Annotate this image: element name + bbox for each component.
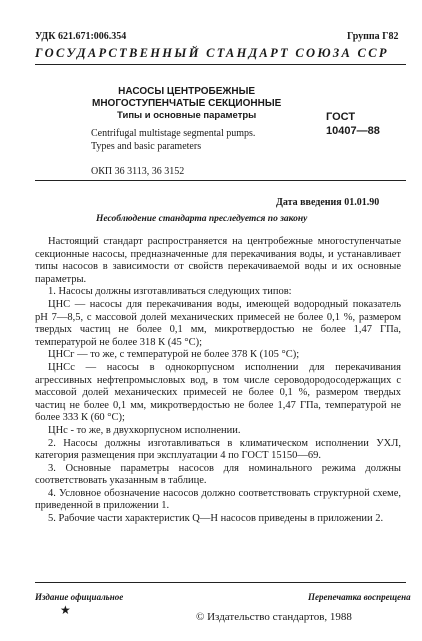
title-ru-subtitle: Типы и основные параметры — [117, 110, 257, 121]
title-ru-line1: НАСОСЫ ЦЕНТРОБЕЖНЫЕ — [118, 86, 256, 97]
footer-divider — [35, 582, 406, 583]
title-ru-line2: МНОГОСТУПЕНЧАТЫЕ СЕКЦИОННЫЕ — [92, 98, 282, 109]
gost-number: 10407—88 — [326, 125, 380, 137]
introduction-date: Дата введения 01.01.90 — [276, 197, 380, 208]
group-code: Группа Г82 — [347, 31, 399, 42]
title-block-en — [91, 127, 255, 153]
official-edition-label: Издание официальное — [35, 592, 124, 602]
reprint-prohibited-label: Перепечатка воспрещена — [308, 592, 411, 602]
paragraph-4: 4. Условное обозначение насосов должно соответствовать структурной схеме, приведенной в приложении 1. — [35, 487, 401, 512]
paragraph-type-cnss: ЦНСс — насосы в однокорпусном исполнении для перекачивания агрессивных нефтепромысловых вод, в том числе сероводородосодержащих с массовой долей механических примесей не более 0,1 %, размером твердых частиц не более 0,1 мм, микротвердостью не более 1,47 ГПа, температурой не более 333 К (60 °C); — [35, 361, 401, 424]
paragraph-2: 2. Насосы должны изготавливаться в климатическом исполнении УХЛ, категория размещения при эксплуатации 4 по ГОСТ 15150—69. — [35, 437, 401, 462]
paragraph-1: 1. Насосы должны изготавливаться следующих типов: — [48, 286, 292, 298]
paragraph-type-cns: ЦНС — насосы для перекачивания воды, имеющей водородный показатель рН 7—8,5, с массовой долей механических примесей не более 0,1 %, размером твердых частиц не более 0,1 мм, микротвердостью не более 1,47 ГПа, температурой не более 318 К (45 °C); — [35, 298, 401, 348]
gost-label: ГОСТ — [326, 111, 356, 123]
gost-designation — [326, 110, 380, 138]
title-en-line2: Types and basic parameters — [91, 141, 202, 152]
copyright-notice: © Издательство стандартов, 1988 — [196, 611, 352, 623]
paragraph-scope: Настоящий стандарт распространяется на центробежные многоступенчатые секционные насосы, предназначенные для перекачивания воды, и устанавливает типы насосов в зависимости от свойств перекачиваемой воды и их основные параметры. — [35, 236, 401, 285]
title-block-ru — [92, 86, 281, 122]
okp-code: ОКП 36 3113, 36 3152 — [91, 166, 185, 177]
standard-banner: ГОСУДАРСТВЕННЫЙ СТАНДАРТ СОЮЗА ССР — [35, 46, 389, 60]
paragraph-5: 5. Рабочие части характеристик Q—H насосов приведены в приложении 2. — [48, 513, 384, 525]
header-divider — [35, 180, 406, 181]
udk-code: УДК 621.671:006.354 — [35, 31, 127, 42]
legal-warning: Несоблюдение стандарта преследуется по закону — [96, 214, 308, 224]
title-en-line1: Centrifugal multistage segmental pumps. — [91, 128, 256, 139]
paragraph-type-cnsg: ЦНСг — то же, с температурой не более 378 К (105 °C); — [48, 349, 300, 361]
document-body — [35, 236, 401, 526]
paragraph-type-cns-double: ЦНс - то же, в двухкорпусном исполнении. — [48, 424, 241, 436]
top-divider — [35, 64, 406, 65]
star-mark: ★ — [60, 603, 71, 617]
paragraph-3: 3. Основные параметры насосов для номинального режима должны соответствовать указанным в таблице. — [35, 462, 401, 487]
